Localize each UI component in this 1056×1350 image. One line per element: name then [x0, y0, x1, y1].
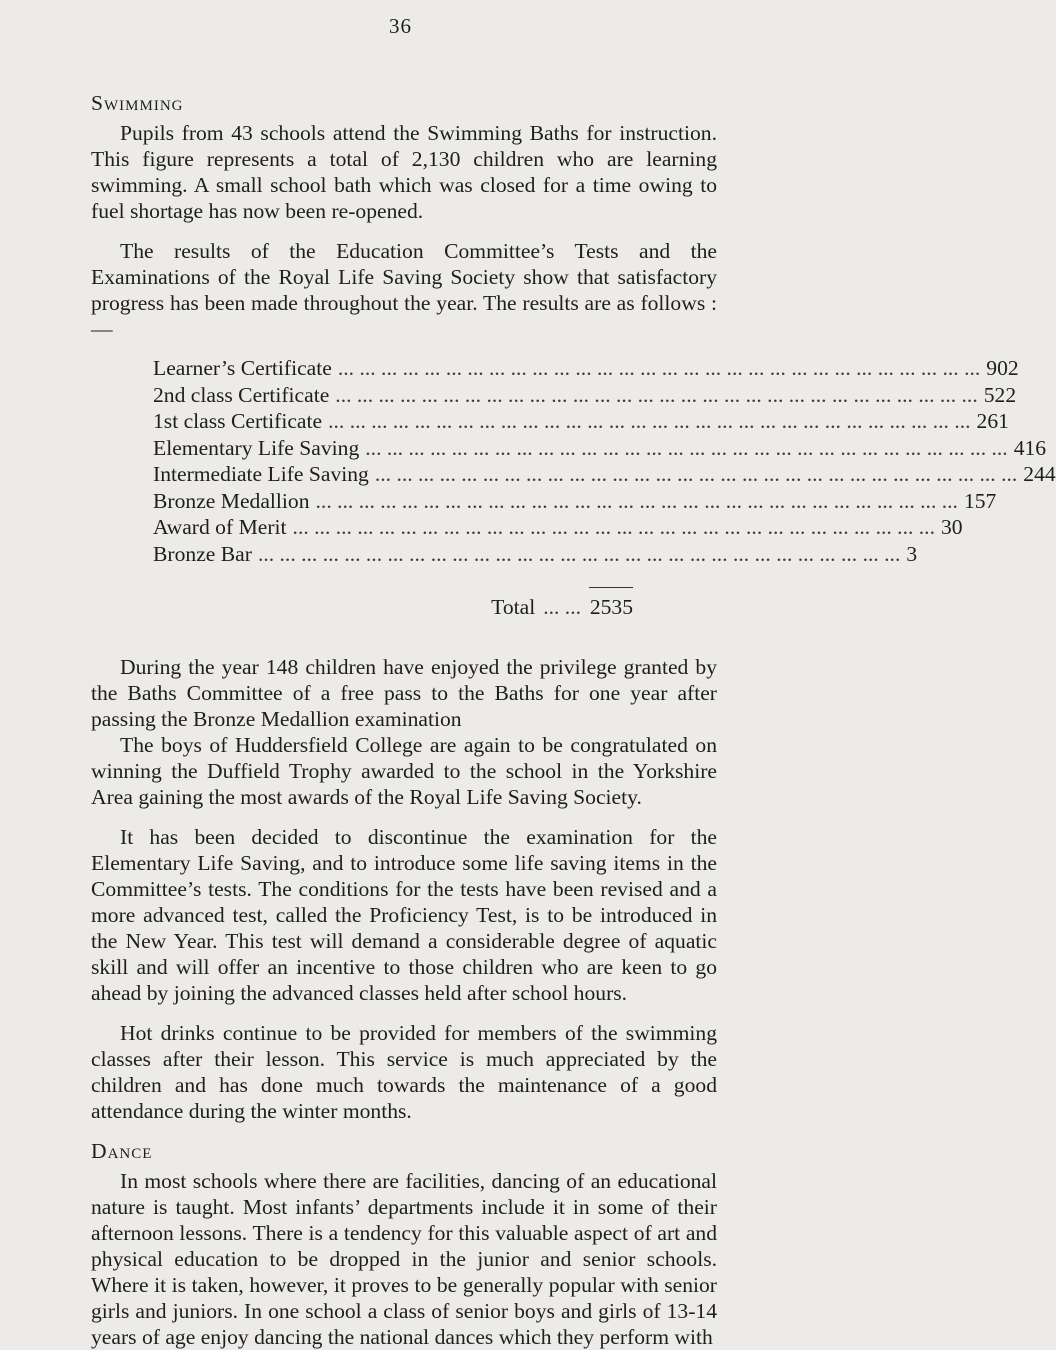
page-content	[91, 90, 1056, 1350]
results-label: Bronze Medallion	[153, 488, 310, 513]
results-row	[153, 382, 1017, 409]
results-label: Elementary Life Saving	[153, 435, 360, 460]
results-value: 522	[983, 382, 1017, 407]
results-label: Award of Merit	[153, 515, 287, 539]
results-total-row	[153, 594, 633, 620]
results-label: Intermediate Life Saving	[153, 462, 369, 486]
results-label: 2nd class Certificate	[153, 382, 330, 407]
results-row	[153, 461, 1056, 488]
total-label: Total	[491, 595, 536, 619]
results-value: 416	[1013, 435, 1047, 460]
results-row	[153, 514, 963, 541]
total-leader-dots: ... ...	[543, 595, 581, 619]
results-row	[153, 488, 997, 515]
results-label: Learner’s Certificate	[153, 356, 332, 380]
swimming-paragraph-3: During the year 148 children have enjoyed the privilege granted by the Baths Committee of a free pass to the Baths for one year after passing the Bronze Medallion examination	[91, 655, 717, 731]
results-label: 1st class Certificate	[153, 409, 323, 433]
results-value: 157	[963, 488, 997, 513]
leader-dots: ... ... ... ... ... ... ... ... ... ... ... ... ... ... ... ... ... ... ... ... ... ... ... ... ... ... ... ... ... ...	[315, 488, 958, 513]
leader-dots: ... ... ... ... ... ... ... ... ... ... ... ... ... ... ... ... ... ... ... ... ... ... ... ... ... ... ... ... ... ...	[335, 382, 978, 407]
leader-dots: ... ... ... ... ... ... ... ... ... ... ... ... ... ... ... ... ... ... ... ... ... ... ... ... ... ... ... ... ... ...	[337, 356, 981, 380]
total-rule	[589, 587, 633, 588]
results-row	[153, 408, 1009, 435]
results-row	[153, 541, 918, 568]
results-value: 261	[976, 409, 1009, 433]
swimming-paragraph-6: Hot drinks continue to be provided for members of the swimming classes after their lesson. This service is much appreciated by the children and has done much towards the maintenance of a good attendance during the winter months.	[91, 1021, 717, 1123]
swimming-paragraph-1: Pupils from 43 schools attend the Swimming Baths for instruction. This figure represents a total of 2,130 children who are learning swimming. A small school bath which was closed for a time owing to fuel shortage has now been re-opened.	[91, 121, 717, 223]
page-number: 36	[389, 14, 412, 38]
leader-dots: ... ... ... ... ... ... ... ... ... ... ... ... ... ... ... ... ... ... ... ... ... ... ... ... ... ... ... ... ... ...	[328, 409, 971, 433]
results-table	[153, 355, 1056, 620]
swimming-paragraph-5: It has been decided to discontinue the examination for the Elementary Life Saving, and to introduce some life saving items in the Committee’s tests. The conditions for the tests have been revised and a more advanced test, called the Proficiency Test, is to be introduced in the New Year. This test will demand a considerable degree of aquatic skill and will offer an incentive to those children who are keen to go ahead by joining the advanced classes held after school hours.	[91, 825, 717, 1005]
results-value: 244	[1023, 462, 1056, 486]
leader-dots: ... ... ... ... ... ... ... ... ... ... ... ... ... ... ... ... ... ... ... ... ... ... ... ... ... ... ... ... ... ...	[257, 541, 901, 566]
total-value: 2535	[589, 595, 633, 619]
swimming-paragraph-4: The boys of Huddersfield College are again to be congratulated on winning the Duffield Trophy awarded to the school in the Yorkshire Area gaining the most awards of the Royal Life Saving Society.	[91, 733, 717, 809]
leader-dots: ... ... ... ... ... ... ... ... ... ... ... ... ... ... ... ... ... ... ... ... ... ... ... ... ... ... ... ... ... ...	[292, 515, 935, 539]
results-value: 30	[940, 515, 963, 539]
leader-dots: ... ... ... ... ... ... ... ... ... ... ... ... ... ... ... ... ... ... ... ... ... ... ... ... ... ... ... ... ... ...	[365, 435, 1008, 460]
results-row	[153, 355, 1019, 382]
results-rows	[153, 355, 1056, 567]
section-heading-dance: Dance	[91, 1139, 153, 1163]
results-value: 3	[906, 541, 918, 566]
results-value: 902	[986, 356, 1019, 380]
section-heading-swimming: Swimming	[91, 91, 184, 115]
results-label: Bronze Bar	[153, 541, 252, 566]
leader-dots: ... ... ... ... ... ... ... ... ... ... ... ... ... ... ... ... ... ... ... ... ... ... ... ... ... ... ... ... ... ...	[374, 462, 1018, 486]
results-row	[153, 435, 1047, 462]
swimming-paragraph-2: The results of the Education Committee’s Tests and the Examinations of the Royal Life Saving Society show that satisfactory progress has been made throughout the year. The results are as follows :—	[91, 239, 717, 341]
dance-paragraph-1: In most schools where there are facilities, dancing of an educational nature is taught. Most infants’ departments include it in some of their afternoon lessons. There is a tendency for this valuable aspect of art and physical education to be dropped in the junior and senior schools. Where it is taken, however, it proves to be generally popular with senior girls and juniors. In one school a class of senior boys and girls of 13-14 years of age enjoy dancing the national dances which they perform with	[91, 1169, 717, 1349]
